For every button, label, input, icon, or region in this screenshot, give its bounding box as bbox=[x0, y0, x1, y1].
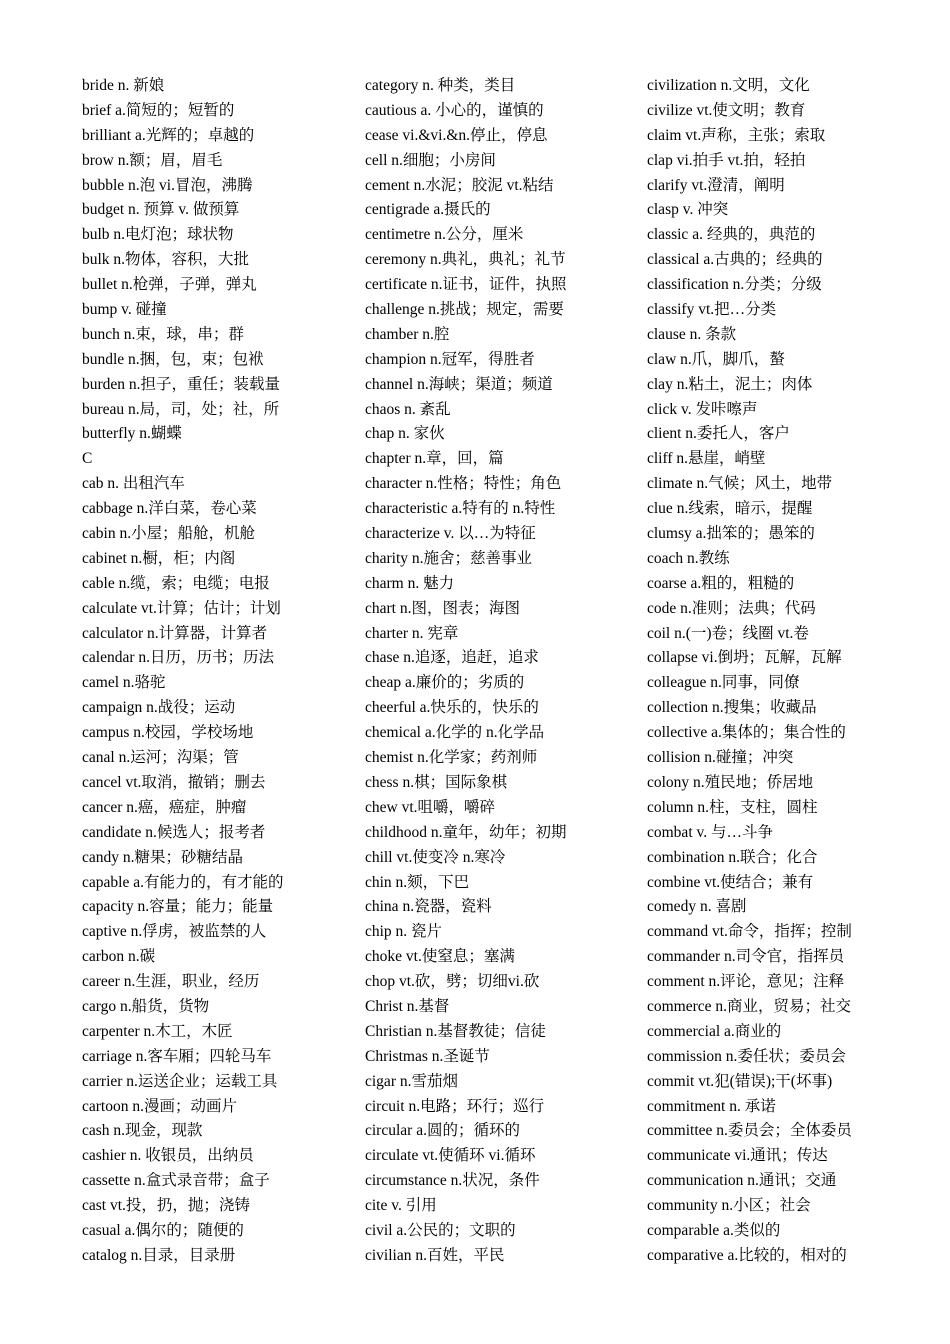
word-entry: chip n. 瓷片 bbox=[365, 923, 443, 941]
word-entry: charity n.施舍；慈善事业 bbox=[365, 549, 533, 567]
word-entry: certificate n.证书，证件，执照 bbox=[365, 276, 567, 294]
word-entry: cabin n.小屋；船舱，机舱 bbox=[82, 525, 256, 543]
word-entry: circuit n.电路；环行；巡行 bbox=[365, 1097, 545, 1115]
word-entry: cancel vt.取消，撤销；删去 bbox=[82, 773, 266, 791]
word-entry: cite v. 引用 bbox=[365, 1197, 437, 1215]
word-entry: cease vi.&vi.&n.停止，停息 bbox=[365, 126, 548, 144]
word-entry: clay n.粘土，泥土；肉体 bbox=[647, 375, 813, 393]
word-entry: community n.小区；社会 bbox=[647, 1197, 811, 1215]
word-entry: cartoon n.漫画；动画片 bbox=[82, 1097, 237, 1115]
word-entry: candidate n.候选人；报考者 bbox=[82, 823, 266, 841]
word-entry: cancer n.癌，癌症，肿瘤 bbox=[82, 798, 247, 816]
word-entry: charter n. 宪章 bbox=[365, 624, 459, 642]
word-entry: cassette n.盒式录音带；盒子 bbox=[82, 1172, 270, 1190]
word-entry: centigrade a.摄氏的 bbox=[365, 201, 491, 219]
word-entry: charm n. 魅力 bbox=[365, 574, 455, 592]
word-entry: bunch n.束，球，串；群 bbox=[82, 325, 244, 343]
word-entry: client n.委托人，客户 bbox=[647, 425, 790, 443]
word-entry: comparative a.比较的，相对的 bbox=[647, 1246, 847, 1264]
word-entry: chin n.颏，下巴 bbox=[365, 873, 470, 891]
word-entry: chart n.图，图表；海图 bbox=[365, 599, 520, 617]
word-entry: cement n.水泥；胶泥 vt.粘结 bbox=[365, 176, 554, 194]
word-entry: clap vi.拍手 vt.拍，轻拍 bbox=[647, 151, 806, 169]
word-entry: chill vt.使变冷 n.寒冷 bbox=[365, 848, 506, 866]
word-entry: chapter n.章，回，篇 bbox=[365, 450, 504, 468]
word-entry: commitment n. 承诺 bbox=[647, 1097, 776, 1115]
word-entry: characteristic a.特有的 n.特性 bbox=[365, 500, 556, 518]
word-entry: bubble n.泡 vi.冒泡，沸腾 bbox=[82, 176, 253, 194]
word-entry: bump v. 碰撞 bbox=[82, 301, 167, 319]
word-entry: cast vt.投，扔，抛；浇铸 bbox=[82, 1197, 250, 1215]
word-entry: climate n.气候；风土，地带 bbox=[647, 475, 833, 493]
word-entry: commercial a.商业的 bbox=[647, 1022, 782, 1040]
word-entry: chaos n. 紊乱 bbox=[365, 400, 451, 418]
word-entry: cigar n.雪茄烟 bbox=[365, 1072, 458, 1090]
word-entry: comment n.评论，意见；注释 bbox=[647, 973, 845, 991]
word-entry: commerce n.商业，贸易；社交 bbox=[647, 997, 852, 1015]
word-entry: classic a. 经典的，典范的 bbox=[647, 226, 816, 244]
word-entry: cheap a.廉价的；劣质的 bbox=[365, 674, 525, 692]
word-entry: chap n. 家伙 bbox=[365, 425, 445, 443]
word-entry: chop vt.砍，劈；切细vi.砍 bbox=[365, 973, 540, 991]
word-entry: childhood n.童年，幼年；初期 bbox=[365, 823, 567, 841]
word-entry: ceremony n.典礼，典礼；礼节 bbox=[365, 251, 566, 269]
word-entry: circular a.圆的；循环的 bbox=[365, 1122, 520, 1140]
word-entry: character n.性格；特性；角色 bbox=[365, 475, 562, 493]
word-entry: chase n.追逐，追赶，追求 bbox=[365, 649, 539, 667]
word-entry: chew vt.咀嚼，嚼碎 bbox=[365, 798, 496, 816]
word-entry: challenge n.挑战；规定，需要 bbox=[365, 301, 564, 319]
word-entry: Christian n.基督教徒；信徒 bbox=[365, 1022, 546, 1040]
word-entry: budget n. 预算 v. 做预算 bbox=[82, 201, 240, 219]
word-entry: coach n.教练 bbox=[647, 549, 730, 567]
word-entry: column n.柱，支柱，圆柱 bbox=[647, 798, 818, 816]
word-entry: channel n.海峡；渠道；频道 bbox=[365, 375, 553, 393]
word-entry: claw n.爪，脚爪，螯 bbox=[647, 350, 785, 368]
word-entry: commission n.委任状；委员会 bbox=[647, 1047, 846, 1065]
word-entry: clause n. 条款 bbox=[647, 325, 737, 343]
word-entry: communication n.通讯；交通 bbox=[647, 1172, 837, 1190]
word-entry: Christmas n.圣诞节 bbox=[365, 1047, 490, 1065]
word-entry: carbon n.碳 bbox=[82, 948, 156, 966]
word-entry: comedy n. 喜剧 bbox=[647, 898, 747, 916]
word-entry: clarify vt.澄清，阐明 bbox=[647, 176, 785, 194]
word-entry: calculate vt.计算；估计；计划 bbox=[82, 599, 281, 617]
word-entry: calendar n.日历，历书；历法 bbox=[82, 649, 274, 667]
word-entry: capacity n.容量；能力；能量 bbox=[82, 898, 274, 916]
word-entry: casual a.偶尔的；随便的 bbox=[82, 1221, 244, 1239]
word-entry: bullet n.枪弹，子弹，弹丸 bbox=[82, 276, 257, 294]
word-entry: carrier n.运送企业；运载工具 bbox=[82, 1072, 278, 1090]
word-entry: cable n.缆，索；电缆；电报 bbox=[82, 574, 270, 592]
word-entry: choke vt.使窒息；塞满 bbox=[365, 948, 515, 966]
word-entry: collective a.集体的；集合性的 bbox=[647, 724, 846, 742]
word-entry: Christ n.基督 bbox=[365, 997, 450, 1015]
word-entry: cash n.现金，现款 bbox=[82, 1122, 203, 1140]
word-entry: chemical a.化学的 n.化学品 bbox=[365, 724, 545, 742]
word-entry: comparable a.类似的 bbox=[647, 1221, 781, 1239]
word-entry: classification n.分类；分级 bbox=[647, 276, 822, 294]
word-entry: calculator n.计算器，计算者 bbox=[82, 624, 268, 642]
word-entry: burden n.担子，重任；装载量 bbox=[82, 375, 281, 393]
word-entry: cargo n.船货，货物 bbox=[82, 997, 210, 1015]
word-entry: cabinet n.橱，柜；内阁 bbox=[82, 549, 236, 567]
word-entry: campus n.校园，学校场地 bbox=[82, 724, 254, 742]
word-entry: civil a.公民的；文职的 bbox=[365, 1221, 516, 1239]
word-entry: coil n.(一)卷；线圈 vt.卷 bbox=[647, 624, 809, 642]
word-entry: civilian n.百姓，平民 bbox=[365, 1246, 505, 1264]
word-entry: civilization n.文明，文化 bbox=[647, 77, 810, 94]
word-entry: cell n.细胞；小房间 bbox=[365, 151, 496, 169]
word-entry: capable a.有能力的，有才能的 bbox=[82, 873, 284, 891]
word-entry: cliff n.悬崖，峭壁 bbox=[647, 450, 766, 468]
word-entry: claim vt.声称，主张；索取 bbox=[647, 126, 826, 144]
word-entry: candy n.糖果；砂糖结晶 bbox=[82, 848, 244, 866]
word-entry: camel n.骆驼 bbox=[82, 674, 166, 692]
word-entry: civilize vt.使文明；教育 bbox=[647, 101, 806, 119]
word-entry: chemist n.化学家；药剂师 bbox=[365, 749, 538, 767]
word-entry: circulate vt.使循环 vi.循环 bbox=[365, 1147, 536, 1165]
word-entry: butterfly n.蝴蝶 bbox=[82, 425, 182, 443]
word-entry: commit vt.犯(错误);干(坏事) bbox=[647, 1072, 833, 1090]
word-entry: classify vt.把…分类 bbox=[647, 301, 777, 319]
word-entry: cheerful a.快乐的，快乐的 bbox=[365, 699, 539, 717]
word-entry: coarse a.粗的，粗糙的 bbox=[647, 574, 795, 592]
word-entry: classical a.古典的；经典的 bbox=[647, 251, 823, 269]
word-entry: commander n.司令官，指挥员 bbox=[647, 948, 845, 966]
word-entry: brief a.简短的；短暂的 bbox=[82, 101, 235, 119]
word-entry: cabbage n.洋白菜，卷心菜 bbox=[82, 500, 257, 518]
word-entry: champion n.冠军，得胜者 bbox=[365, 350, 535, 368]
word-entry: code n.准则；法典；代码 bbox=[647, 599, 816, 617]
word-entry: command vt.命令，指挥；控制 bbox=[647, 923, 852, 941]
word-entry: bundle n.捆，包，束；包袱 bbox=[82, 350, 264, 368]
word-entry: cautious a. 小心的，谨慎的 bbox=[365, 101, 544, 119]
word-entry: category n. 种类，类目 bbox=[365, 77, 516, 94]
word-entry: combat v. 与…斗争 bbox=[647, 823, 773, 841]
word-entry: bride n. 新娘 bbox=[82, 77, 165, 94]
word-entry: canal n.运河；沟渠；管 bbox=[82, 749, 239, 767]
word-entry: C bbox=[82, 450, 93, 468]
word-entry: bulb n.电灯泡；球状物 bbox=[82, 226, 234, 244]
word-entry: cab n. 出租汽车 bbox=[82, 475, 185, 493]
word-entry: circumstance n.状况，条件 bbox=[365, 1172, 540, 1190]
word-entry: carriage n.客车厢；四轮马车 bbox=[82, 1047, 272, 1065]
word-entry: clumsy a.拙笨的；愚笨的 bbox=[647, 525, 815, 543]
word-entry: collapse vi.倒坍；瓦解，瓦解 bbox=[647, 649, 842, 667]
word-entry: collision n.碰撞；冲突 bbox=[647, 749, 794, 767]
word-entry: catalog n.目录，目录册 bbox=[82, 1246, 236, 1264]
word-entry: colony n.殖民地；侨居地 bbox=[647, 773, 814, 791]
word-entry: bulk n.物体，容积，大批 bbox=[82, 251, 250, 269]
word-entry: click v. 发咔嚓声 bbox=[647, 400, 758, 418]
word-entry: brow n.额；眉，眉毛 bbox=[82, 151, 223, 169]
word-entry: communicate vi.通讯；传达 bbox=[647, 1147, 828, 1165]
vocabulary-column-1 bbox=[82, 74, 352, 1269]
word-entry: clue n.线索，暗示，提醒 bbox=[647, 500, 813, 518]
word-entry: characterize v. 以…为特征 bbox=[365, 525, 536, 543]
word-entry: chess n.棋；国际象棋 bbox=[365, 773, 508, 791]
word-entry: cashier n. 收银员，出纳员 bbox=[82, 1147, 254, 1165]
word-entry: centimetre n.公分，厘米 bbox=[365, 226, 524, 244]
word-entry: collection n.搜集；收藏品 bbox=[647, 699, 817, 717]
word-entry: chamber n.腔 bbox=[365, 325, 450, 343]
word-entry: carpenter n.木工，木匠 bbox=[82, 1022, 233, 1040]
word-entry: clasp v. 冲突 bbox=[647, 201, 729, 219]
word-entry: combine vt.使结合；兼有 bbox=[647, 873, 814, 891]
word-entry: combination n.联合；化合 bbox=[647, 848, 818, 866]
word-entry: career n.生涯，职业，经历 bbox=[82, 973, 260, 991]
word-entry: brilliant a.光辉的；卓越的 bbox=[82, 126, 255, 144]
word-entry: china n.瓷器，瓷料 bbox=[365, 898, 492, 916]
word-entry: captive n.俘虏，被监禁的人 bbox=[82, 923, 267, 941]
word-entry: colleague n.同事，同僚 bbox=[647, 674, 800, 692]
word-entry: committee n.委员会；全体委员 bbox=[647, 1122, 852, 1140]
vocabulary-column-3 bbox=[647, 74, 917, 1269]
vocabulary-column-2 bbox=[365, 74, 635, 1269]
word-entry: campaign n.战役；运动 bbox=[82, 699, 236, 717]
word-entry: bureau n.局，司，处；社，所 bbox=[82, 400, 280, 418]
